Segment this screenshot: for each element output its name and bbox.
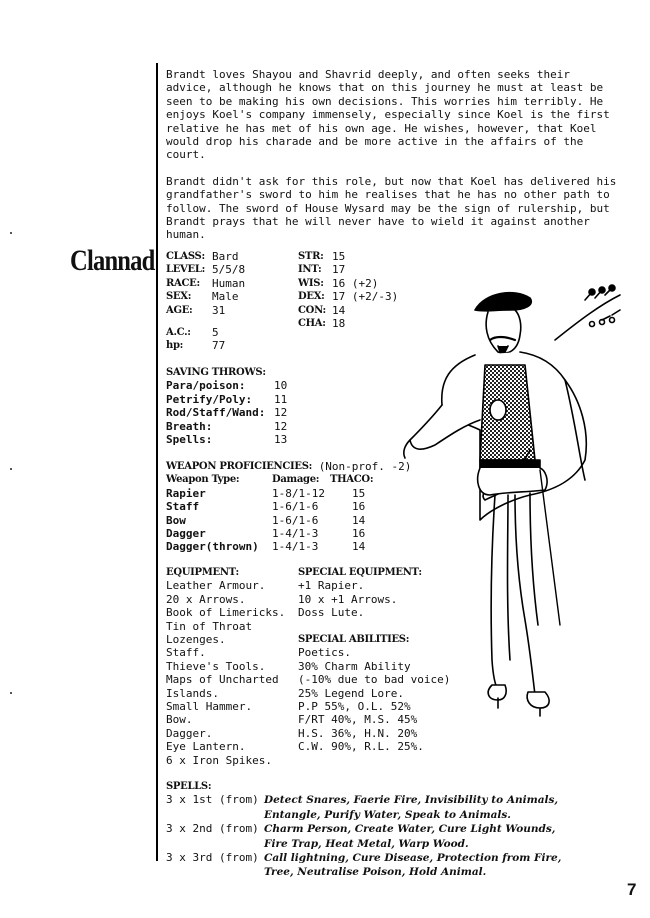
section-heading: SPECIAL ABILITIES: <box>298 634 410 645</box>
scan-mark <box>10 692 12 694</box>
special-equipment: SPECIAL EQUIPMENT: +1 Rapier. 10 x +1 Arrows. Doss Lute. <box>298 567 422 620</box>
saving-throws: SAVING THROWS: Para/poison: 10 Petrify/Poly: 11 Rod/Staff/Wand: 12 Breath: 12 Spells: 13 <box>166 367 288 447</box>
special-abilities: SPECIAL ABILITIES: Poetics. 30% Charm Ability (-10% due to bad voice) 25% Legend Lore. P.P 55%, O.L. 52% F/RT 40%, M.S. 45% H.S. 36%, H.N. 20% C.W. 90%, R.L. 25%. <box>298 634 451 754</box>
weapon-row: Dagger 1-4/1-3 16 <box>166 527 366 541</box>
basics-block <box>166 250 245 353</box>
section-heading: SPELLS: <box>166 781 212 792</box>
hp-row: hp: 77 <box>166 339 226 353</box>
scan-mark <box>10 232 12 234</box>
section-heading: SAVING THROWS: <box>166 367 266 378</box>
ac-row: A.C.: 5 <box>166 326 219 340</box>
section-heading: EQUIPMENT: <box>166 567 239 578</box>
weapon-row: Staff 1-6/1-6 16 <box>166 500 366 514</box>
abilities-block: STR: 15 INT: 17 WIS: 16 (+2) DEX: 17 (+2/-3) CON: 14 CHA: 18 <box>298 250 399 331</box>
margin-rule <box>156 63 158 861</box>
intro-paragraph-2: Brandt didn't ask for this role, but now that Koel has delivered his grandfather's sword to him he realises that he has no other path to follow. The sword of House Wysard may be the sign of rulership, but Brandt prays that he will never have to wield it against another human. <box>166 174 617 242</box>
stat-row: RACE: Human <box>166 276 246 290</box>
weapon-row: Rapier 1-8/1-12 15 <box>166 486 366 500</box>
section-heading: SPECIAL EQUIPMENT: <box>298 567 422 578</box>
equipment: EQUIPMENT: Leather Armour. 20 x Arrows. Book of Limericks. Tin of Throat Lozenges. Staff. Thieve's Tools. Maps of Uncharted Islands. Small Hammer. Bow. Dagger. Eye Lantern. 6 x Iron Spikes. <box>166 567 286 767</box>
spells: SPELLS: 3 x 1st (from) Detect Snares, Faerie Fire, Invisibility to Animals, Entangle, Purify Water, Speak to Animals. 3 x 2nd (from) Charm Person, Create Water, Cure Light Wounds, Fire Trap, Heat Metal, Warp Wood. 3 x 3rd (from) Call lightning, Cure Disease, Protection from Fire, Tree, Neutralise Poison, Hold Animal. <box>166 781 562 879</box>
stat-row: SEX: Male <box>166 290 239 304</box>
weapon-proficiencies: WEAPON PROFICIENCIES: (Non-prof. -2) Weapon Type: Damage: THACO: Rapier 1-8/1-12 15 Staff 1-6/1-6 16 Bow 1-6/1-6 14 Dagger 1-4/1-3 16 Dagger(thrown) 1-4/1-3 14 <box>166 460 412 554</box>
weapon-row: Dagger(thrown) 1-4/1-3 14 <box>166 540 366 554</box>
stat-row: AGE: 31 <box>166 303 226 317</box>
character-name: Clannad <box>70 244 155 277</box>
intro-text <box>166 68 621 255</box>
weapon-row: Bow 1-6/1-6 14 <box>166 513 366 527</box>
bard-illustration <box>380 280 640 750</box>
stat-row: CLASS: Bard <box>166 250 239 263</box>
section-heading: WEAPON PROFICIENCIES: <box>166 461 313 472</box>
stat-row: LEVEL: 5/5/8 <box>166 263 246 277</box>
page-number: 7 <box>627 880 637 899</box>
intro-paragraph-1: Brandt loves Shayou and Shavrid deeply, and often seeks their advice, although he knows that on this journey he must at least be seen to be making his own decisions. This worries him terribly. He enjoys Koel's company immensely, especially since Koel is the first relative he has met of his own age. He wishes, however, that Koel would drop his charade and be more active in the affairs of the court. <box>166 68 610 162</box>
scan-mark <box>10 468 12 470</box>
